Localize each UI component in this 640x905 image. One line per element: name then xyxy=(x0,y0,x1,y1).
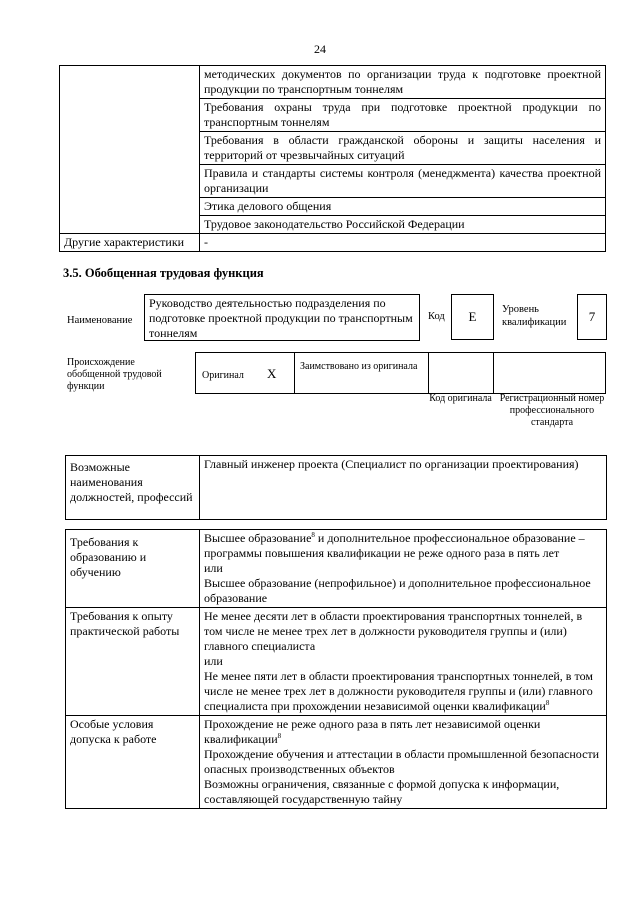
original-label: Оригинал xyxy=(202,370,244,381)
positions-value: Главный инженер проекта (Специалист по организации проектирования) xyxy=(200,456,607,520)
experience-label: Требования к опыту практической работы xyxy=(66,608,200,716)
conditions-line: Прохождение обучения и аттестации в области промышленной безопасности опасных производственных объектов xyxy=(204,747,600,776)
experience-value xyxy=(200,608,607,716)
other-characteristics-label: Другие характеристики xyxy=(60,234,200,252)
name-label: Наименование xyxy=(67,315,133,326)
education-line: Высшее образование xyxy=(204,531,312,545)
original-mark: X xyxy=(267,366,277,381)
education-line: Высшее образование (непрофильное) и дополнительное профессиональное образование xyxy=(204,576,591,605)
section-title: 3.5. Обобщенная трудовая функция xyxy=(63,266,264,280)
conditions-value xyxy=(200,716,607,809)
knowledge-item: Требования в области гражданской обороны и защиты населения и территорий от чрезвычайных ситуаций xyxy=(200,132,606,165)
knowledge-item: Этика делового общения xyxy=(200,198,606,216)
knowledge-item: Требования охраны труда при подготовке проектной продукции по транспортным тоннелям xyxy=(200,99,606,132)
name-value-box xyxy=(144,294,420,341)
footnote-mark: 8 xyxy=(311,531,315,539)
origin-label: Происхождение обобщенной трудовой функции xyxy=(67,357,162,392)
positions-label: Возможные наименования должностей, профессий xyxy=(66,456,200,520)
education-line: и дополнительное профессиональное образование – программы повышения квалификации не реже одного раза в пять лет xyxy=(204,531,585,560)
other-characteristics-value: - xyxy=(200,234,606,252)
code-value-box xyxy=(451,294,494,340)
knowledge-item: методических документов по организации труда к подготовке проектной продукции по транспортным тоннелям xyxy=(200,66,606,99)
conditions-label: Особые условия допуска к работе xyxy=(66,716,200,809)
knowledge-item: Правила и стандарты системы контроля (менеджмента) качества проектной организации xyxy=(200,165,606,198)
registration-caption: Регистрационный номер профессионального стандарта xyxy=(499,393,605,428)
experience-line: Не менее десяти лет в области проектирования транспортных тоннелей, в том числе не менее трех лет в должности руководителя группы и (или) главного специалиста xyxy=(204,609,583,653)
borrowed-label: Заимствовано из оригинала xyxy=(300,361,418,372)
footnote-mark: 8 xyxy=(277,732,282,740)
education-label: Требования к образованию и обучению xyxy=(66,530,200,608)
positions-table xyxy=(65,455,607,520)
level-value: 7 xyxy=(588,309,596,324)
education-line: или xyxy=(204,561,223,575)
level-value-box xyxy=(577,294,607,340)
experience-line: или xyxy=(204,654,223,668)
conditions-line: Возможны ограничения, связанные с формой допуска к информации, составляющей государственную тайну xyxy=(204,777,560,806)
code-value: E xyxy=(468,309,477,324)
education-value xyxy=(200,530,607,608)
knowledge-item: Трудовое законодательство Российской Федерации xyxy=(200,216,606,234)
function-name: Руководство деятельностью подразделения по подготовке проектной продукции по транспортным тоннелям xyxy=(149,296,413,340)
code-original-caption: Код оригинала xyxy=(429,393,492,404)
experience-line: Не менее пяти лет в области проектирования транспортных тоннелей, в том числе не менее трех лет в должности руководителя группы и (или) главного специалиста при прохождении независимой оценки квалификации xyxy=(204,669,593,713)
conditions-line: Прохождение не реже одного раза в пять лет независимой оценки квалификации xyxy=(204,717,541,746)
page-number: 24 xyxy=(314,42,326,56)
requirements-table xyxy=(65,529,607,809)
level-label: Уровень квалификации xyxy=(502,304,567,328)
footnote-mark: 8 xyxy=(545,699,550,707)
origin-row-box xyxy=(195,352,606,394)
continuation-table xyxy=(59,65,606,252)
code-label: Код xyxy=(428,311,445,322)
